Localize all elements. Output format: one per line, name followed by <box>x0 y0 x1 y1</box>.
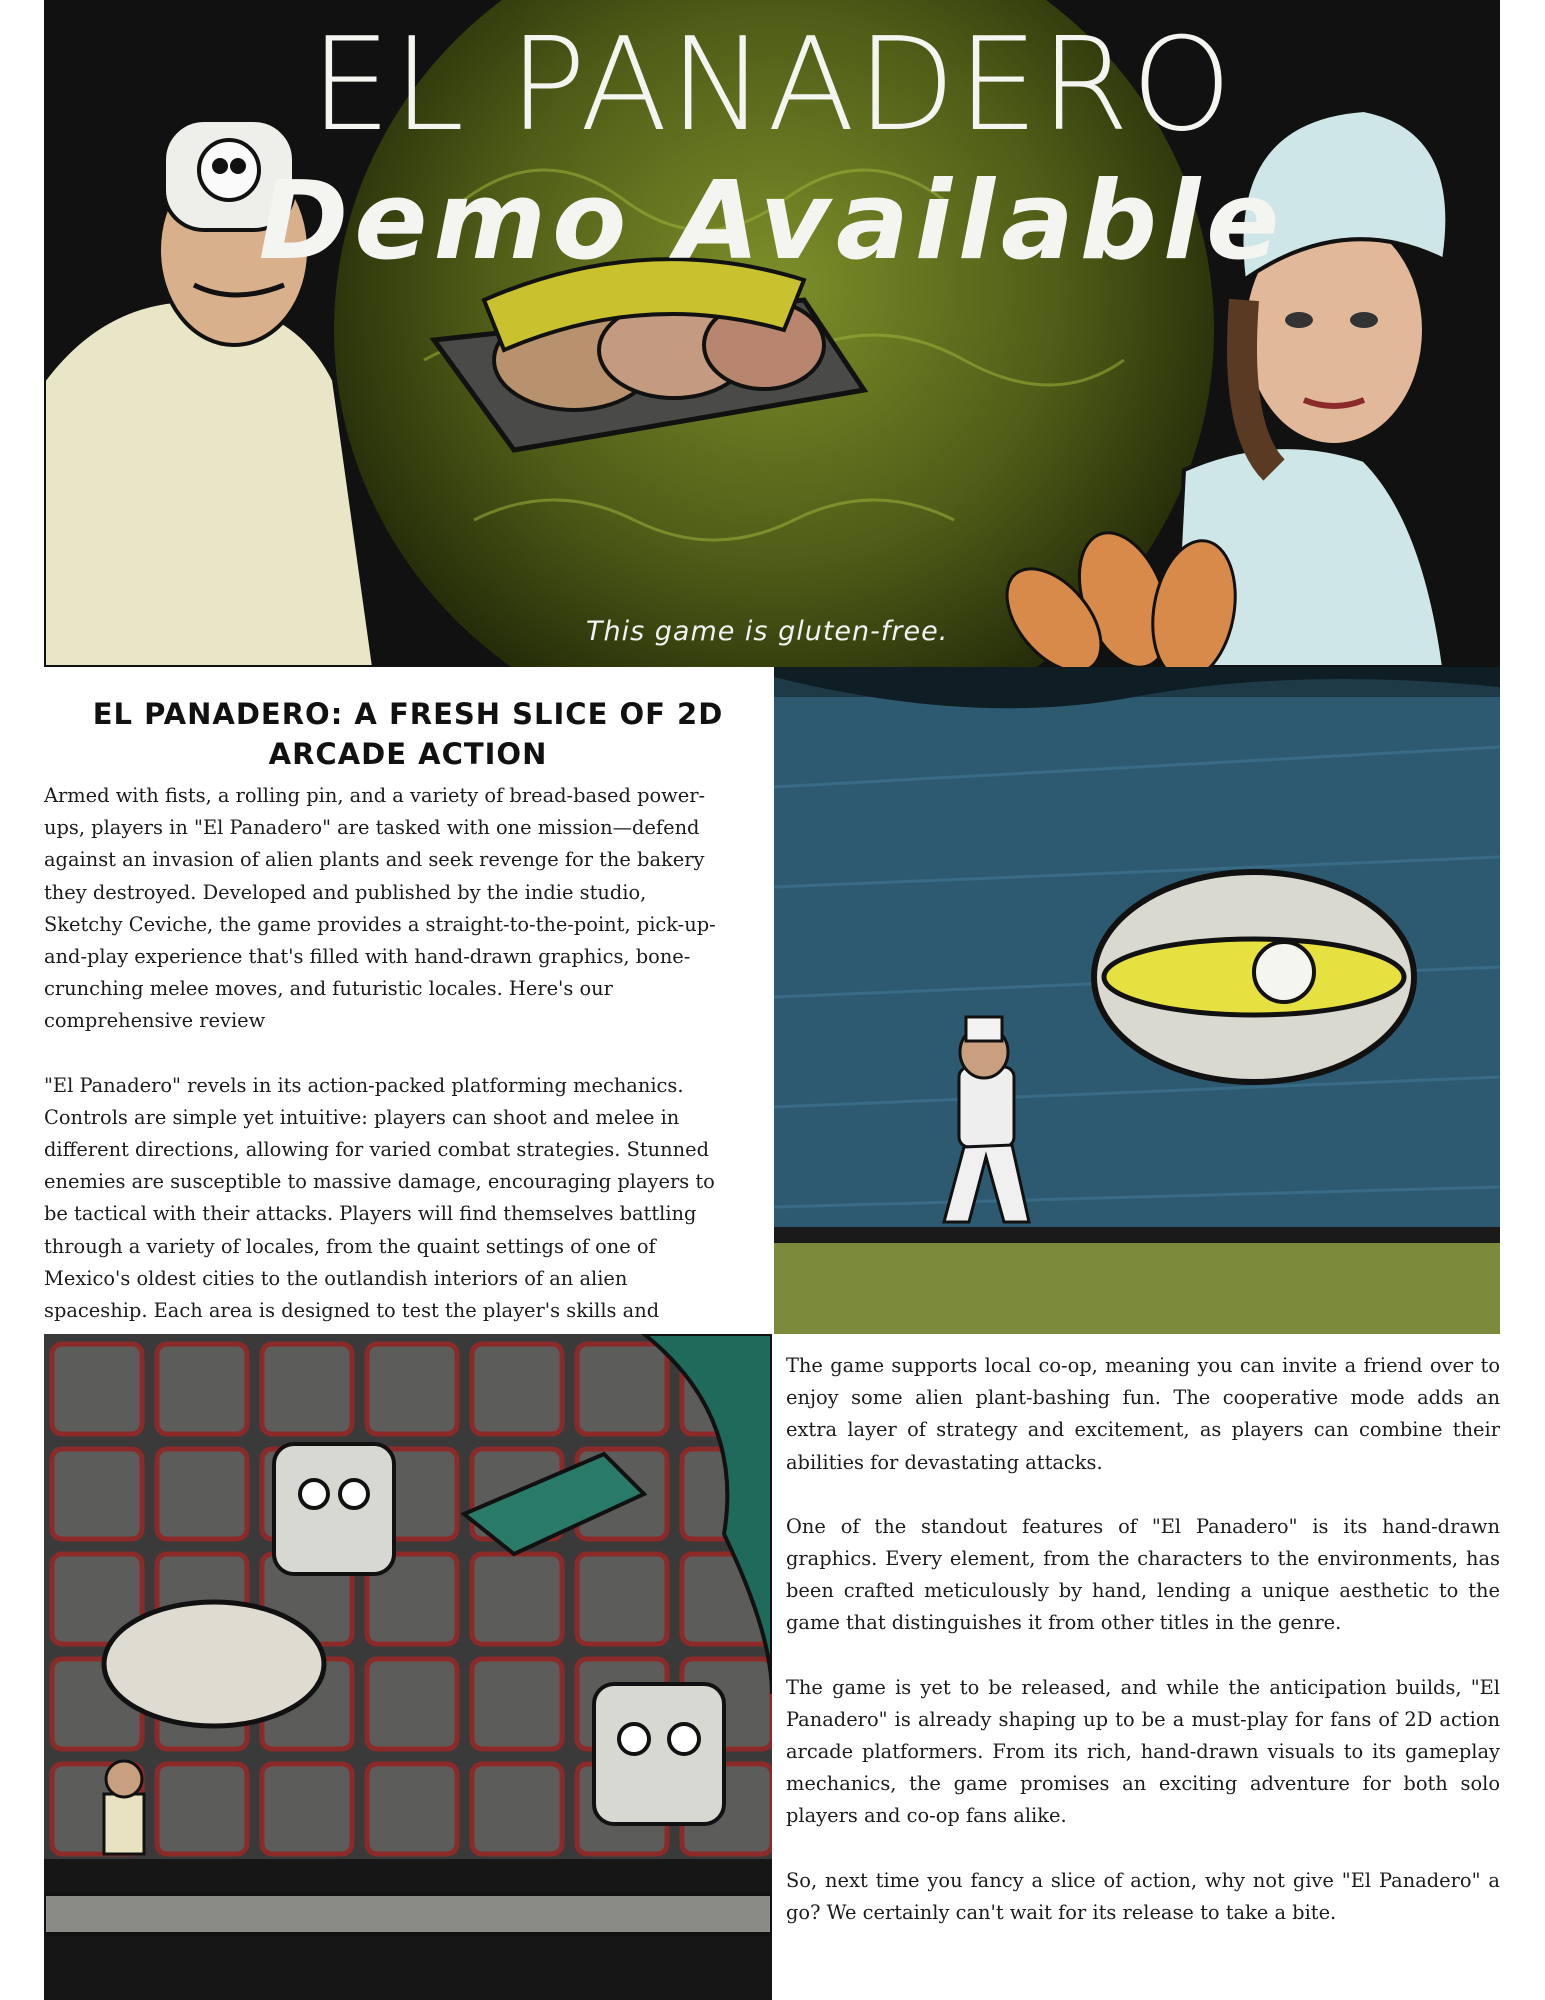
wall-tile <box>52 1344 142 1434</box>
wall-tile <box>577 1344 667 1434</box>
screenshot-art-2 <box>44 1334 772 2000</box>
wall-tile <box>472 1764 562 1854</box>
mug-enemy-2 <box>594 1684 724 1824</box>
wall-tile <box>367 1764 457 1854</box>
paragraph-graphics: One of the standout features of "El Panadero" is its hand-drawn graphics. Every element, from the characters to the environments, has been crafted meticulously by hand, lending a unique aesthetic to the game that distinguishes it from other titles in the genre. <box>786 1514 1500 1635</box>
wall-tile <box>52 1449 142 1539</box>
wall-tile <box>157 1344 247 1434</box>
article-headline: EL PANADERO: A FRESH SLICE OF 2D ARCADE ACTION <box>92 697 724 771</box>
wall-tile <box>367 1344 457 1434</box>
paragraph-mechanics: "El Panadero" revels in its action-packed platforming mechanics. Controls are simple yet intuitive: players can shoot and melee in different directions, allowing for varied combat strategies. Stunned enemies are susceptible to massive damage, encouraging players to be tactical with their attacks. Players will find themselves battling through a variety of locales, from the quaint settings of one of Mexico's oldest cities to the outlandish interiors of an alien spaceship. Each area is designed to test the player's skills and <box>44 1073 715 1323</box>
wall-tile <box>472 1554 562 1644</box>
paragraph-closing: So, next time you fancy a slice of action, why not give "El Panadero" a go? We certainly can't wait for its release to take a bite. <box>786 1868 1500 1924</box>
hero-title: EL PANADERO <box>310 11 1234 160</box>
alien-pod-small <box>104 1602 324 1726</box>
paragraph-coop: The game supports local co-op, meaning you can invite a friend over to enjoy some alien plant-bashing fun. The cooperative mode adds an extra layer of strategy and excitement, as players can combine their abilities for devastating attacks. <box>786 1354 1500 1474</box>
paragraph-release: The game is yet to be released, and while the anticipation builds, "El Panadero" is already shaping up to be a must-play for fans of 2D action arcade platformers. From its rich, hand-drawn visuals to its gameplay mechanics, the game promises an exciting adventure for both solo players and co-op fans alike. <box>786 1675 1500 1828</box>
hero-subtitle: Demo Available <box>258 159 1286 284</box>
wall-tile <box>472 1344 562 1434</box>
wall-tile <box>157 1449 247 1539</box>
paragraph-intro: Armed with fists, a rolling pin, and a variety of bread-based power-ups, players in "El Panadero" are tasked with one mission—defend against an invasion of alien plants and seek revenge for the bakery they destroyed. Developed and published by the indie studio, Sketchy Ceviche, the game provides a straight-to-the-point, pick-up-and-play experience that's filled with hand-drawn graphics, bone- crunching melee moves, and futuristic locales. Here's our comprehensive review <box>44 784 716 1033</box>
wall-tile <box>367 1659 457 1749</box>
article-column-right <box>786 1350 1500 1961</box>
wall-tile <box>157 1764 247 1854</box>
hero-caption: This game is gluten-free. <box>586 616 949 647</box>
hero-banner <box>44 0 1500 667</box>
wall-tile <box>262 1764 352 1854</box>
mug-enemy-1 <box>274 1444 394 1574</box>
screenshot-art-1 <box>774 667 1500 1334</box>
gameplay-screenshot-lab <box>44 1334 772 2000</box>
wall-tile <box>262 1344 352 1434</box>
wall-tile <box>472 1659 562 1749</box>
baker-player-2 <box>104 1761 144 1854</box>
wall-tile <box>577 1554 667 1644</box>
article-column-left <box>44 780 724 1391</box>
gameplay-screenshot-spaceship <box>774 667 1500 1334</box>
